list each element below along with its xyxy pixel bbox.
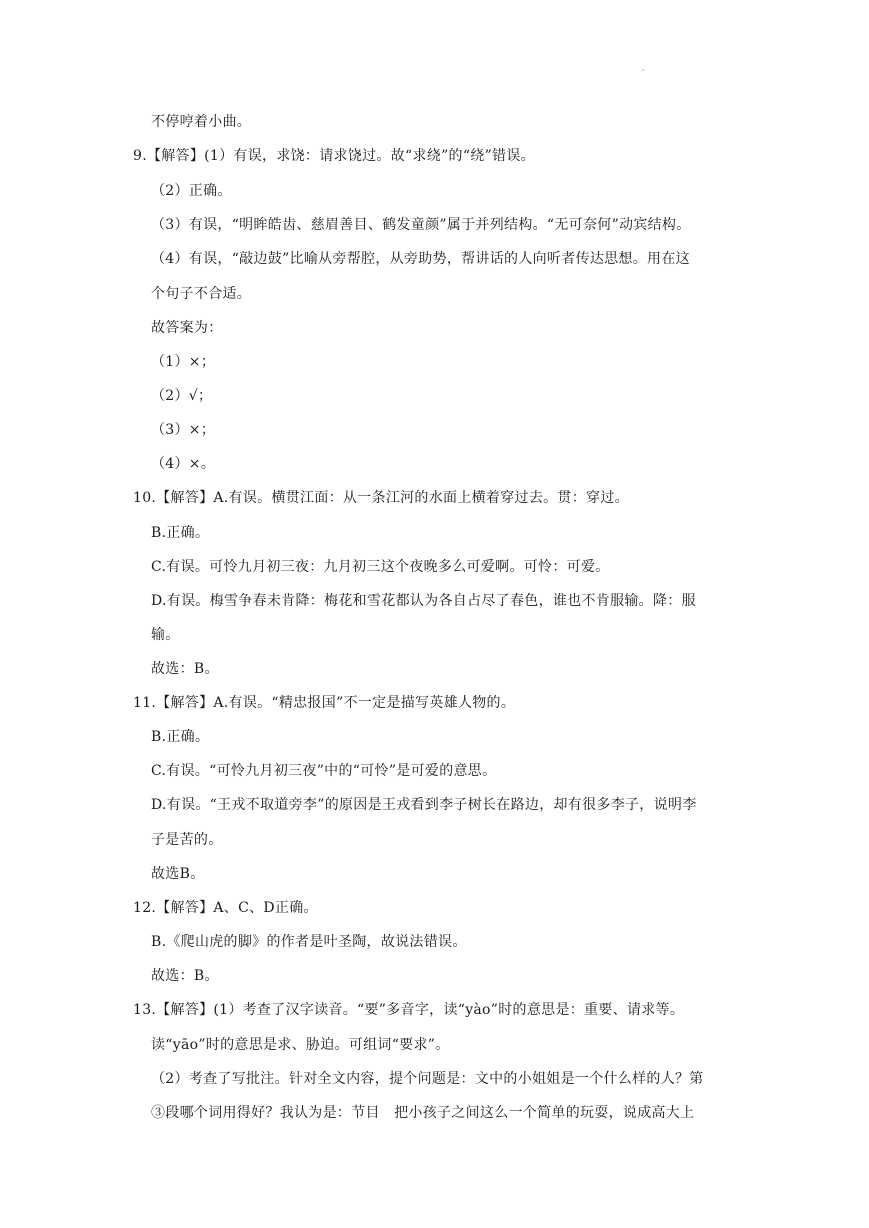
text-line: 个句子不合适。 [151,286,252,302]
question-12-heading: 12.【解答】A、C、D正确。 [133,900,318,916]
text-line: 故选B。 [151,866,205,882]
text-line: D.有误。“王戎不取道旁李”的原因是王戎看到李子树长在路边，却有很多李子，说明李 [151,797,697,813]
question-9-heading: 9.【解答】(1）有误，求饶：请求饶过。故“求绕”的“绕”错误。 [133,148,535,164]
text-line: （2）考查了写批注。针对全文内容，提个问题是：文中的小姐姐是一个什么样的人？第 [151,1071,704,1087]
text-line: 故选：B。 [151,968,219,984]
text-line: 不停哼着小曲。 [151,114,252,130]
text-line: D.有误。梅雪争春未肯降：梅花和雪花都认为各自占尽了春色，谁也不肯服输。降：服 [151,593,696,609]
question-10-heading: 10.【解答】A.有误。横贯江面：从一条江河的水面上横着穿过去。贯：穿过。 [133,490,629,506]
text-line: 输。 [151,627,180,643]
question-11-heading: 11.【解答】A.有误。“精忠报国”不一定是描写英雄人物的。 [133,695,516,711]
text-line: B.《爬山虎的脚》的作者是叶圣陶，故说法错误。 [151,934,467,950]
answer-line: （2）√； [151,388,213,404]
text-line: C.有误。可怜九月初三夜：九月初三这个夜晚多么可爱啊。可怜：可爱。 [151,559,610,575]
text-line: （4）有误，“敲边鼓”比喻从旁帮腔，从旁助势，帮讲话的人向听者传达思想。用在这 [151,251,690,267]
text-line: （3）有误，“明眸皓齿、慈眉善目、鹤发童颜”属于并列结构。“无可奈何”动宾结构。 [151,217,691,233]
answer-line: （1）×； [151,354,216,370]
question-13-heading: 13.【解答】(1）考查了汉字读音。“要”多音字，读“yào”时的意思是：重要、请求等。 [133,1002,685,1018]
answer-line: （3）×； [151,422,216,438]
text-line: （2）正确。 [151,183,232,199]
text-line: 子是苦的。 [151,832,223,848]
text-line: B.正确。 [151,525,210,541]
answer-line: （4）×。 [151,456,216,472]
text-line: ③段哪个词用得好？我认为是：节目 把小孩子之间这么一个简单的玩耍，说成高大上 [151,1105,695,1121]
text-line: 故选：B。 [151,661,219,677]
text-line: B.正确。 [151,729,210,745]
header-mark: · [642,66,645,75]
text-line: 故答案为： [151,320,223,336]
text-line: C.有误。“可怜九月初三夜”中的“可怜”是可爱的意思。 [151,763,497,779]
text-line: 读“yāo”时的意思是求、胁迫。可组词“要求”。 [151,1037,450,1053]
